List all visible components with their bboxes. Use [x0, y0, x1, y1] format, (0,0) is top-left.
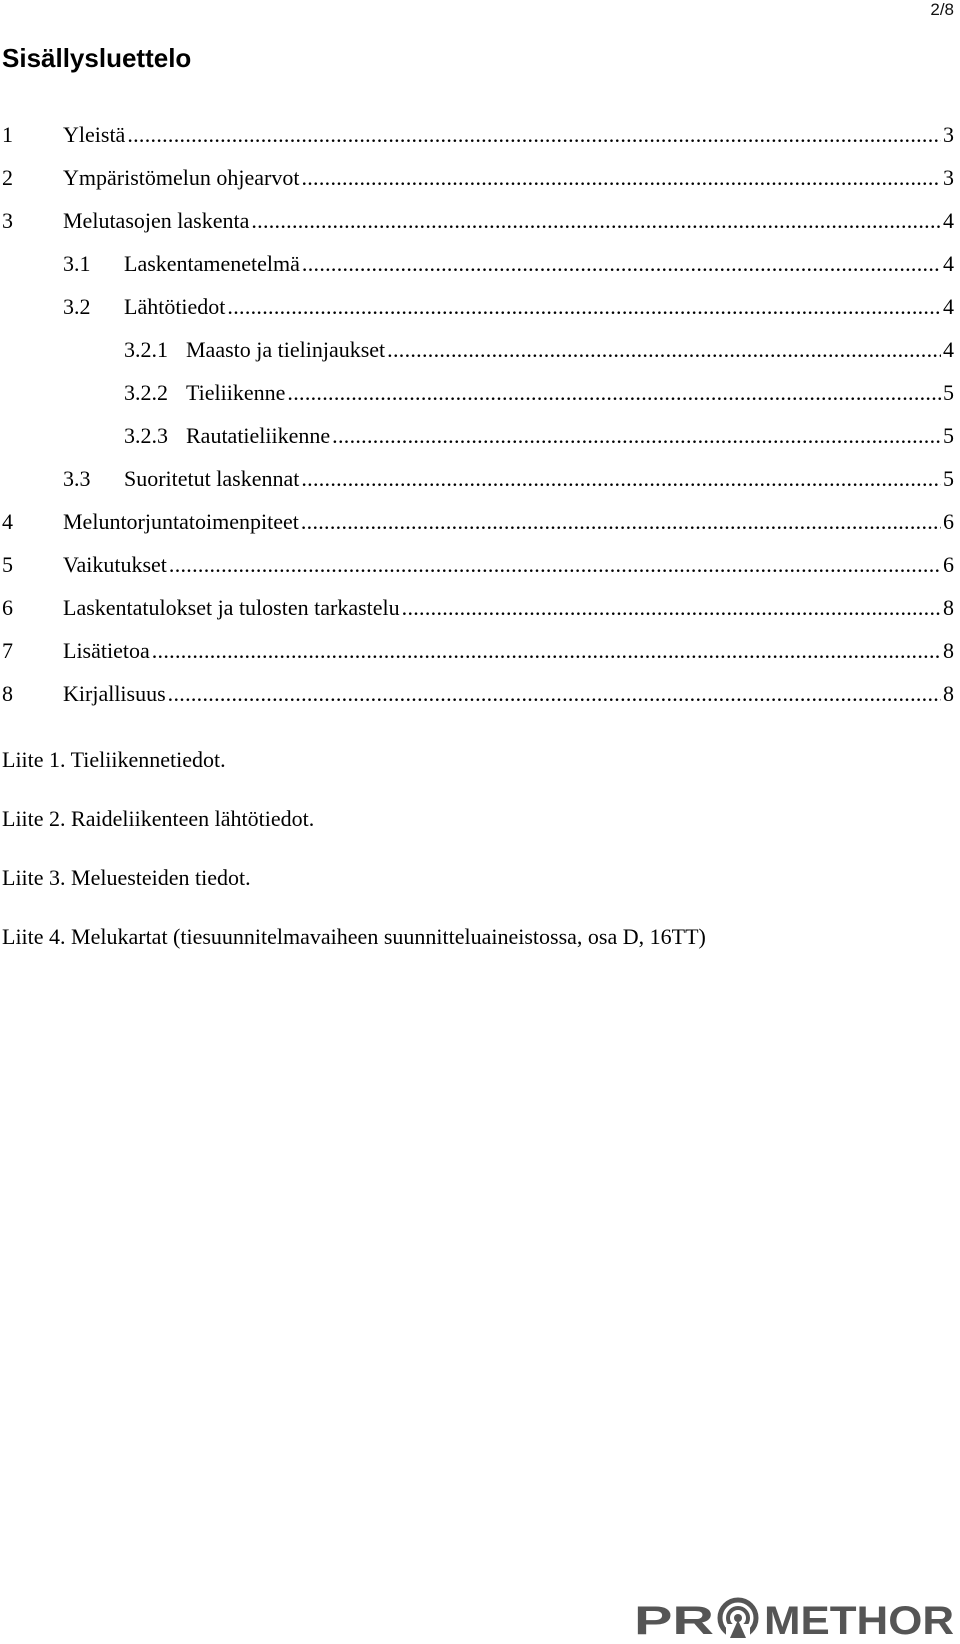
toc-dot-leader [402, 594, 941, 622]
toc-entry-number: 3 [2, 208, 13, 233]
toc-entry-number: 4 [2, 509, 13, 534]
toc-entry[interactable] [2, 594, 954, 637]
toc-entry[interactable] [2, 121, 954, 164]
logo-text-right: METHOR [764, 1599, 954, 1638]
toc-entry-page: 6 [943, 509, 954, 534]
toc-entry-page: 5 [943, 466, 954, 491]
toc-dot-leader [387, 336, 941, 364]
toc-dot-leader [301, 164, 941, 192]
toc-entry[interactable] [2, 379, 954, 422]
toc-dot-leader [152, 637, 941, 665]
appendix-list [2, 746, 706, 982]
toc-entry[interactable] [2, 207, 954, 250]
toc-entry-number: 3.2.1 [124, 337, 168, 362]
toc-entry-number: 1 [2, 122, 13, 147]
toc-entry-title: Ympäristömelun ohjearvot [63, 165, 300, 190]
toc-entry-title: Laskentatulokset ja tulosten tarkastelu [63, 595, 400, 620]
toc-dot-leader [287, 379, 941, 407]
page-number: 2/8 [930, 0, 954, 19]
toc-entry-number: 3.1 [63, 251, 91, 276]
toc-entry-number: 7 [2, 638, 13, 663]
toc-entry-title: Tieliikenne [186, 380, 286, 405]
toc-entry-page: 8 [943, 638, 954, 663]
toc-entry-number: 2 [2, 165, 13, 190]
toc-entry-title: Yleistä [63, 122, 126, 147]
toc-heading: Sisällysluettelo [2, 43, 192, 73]
toc-entry-number: 3.2 [63, 294, 91, 319]
toc-entry-title: Kirjallisuus [63, 681, 166, 706]
toc-entry-title: Rautatieliikenne [186, 423, 331, 448]
toc-entry-page: 3 [943, 165, 954, 190]
toc-entry-page: 4 [943, 294, 954, 319]
toc-entry-title: Lisätietoa [63, 638, 150, 663]
toc-entry-page: 5 [943, 380, 954, 405]
toc-dot-leader [301, 508, 941, 536]
toc-entry[interactable] [2, 508, 954, 551]
toc-entry-title: Melutasojen laskenta [63, 208, 250, 233]
appendix-item: Liite 2. Raideliikenteen lähtötiedot. [2, 806, 315, 831]
toc-entry-title: Laskentamenetelmä [124, 251, 300, 276]
logo-signal-icon [720, 1600, 756, 1638]
toc-dot-leader [169, 551, 941, 579]
appendix-item: Liite 4. Melukartat (tiesuunnitelmavaiheen suunnitteluaineistossa, osa D, 16TT) [2, 924, 706, 949]
toc-entry[interactable] [2, 680, 954, 723]
toc-entry-title: Vaikutukset [63, 552, 167, 577]
toc-dot-leader [251, 207, 941, 235]
toc-dot-leader [332, 422, 941, 450]
toc-entry-number: 8 [2, 681, 13, 706]
toc-entry[interactable] [2, 336, 954, 379]
toc-entry[interactable] [2, 293, 954, 336]
toc-dot-leader [127, 121, 941, 149]
toc-entry-number: 3.3 [63, 466, 91, 491]
toc-entry-page: 3 [943, 122, 954, 147]
toc-entry-title: Maasto ja tielinjaukset [186, 337, 386, 362]
toc-entry-page: 4 [943, 337, 954, 362]
appendix-item: Liite 1. Tieliikennetiedot. [2, 747, 226, 772]
logo-text-left: PR [634, 1599, 715, 1638]
toc-entry-number: 6 [2, 595, 13, 620]
toc-entry-page: 8 [943, 681, 954, 706]
toc-list [2, 121, 954, 723]
toc-entry-number: 3.2.3 [124, 423, 168, 448]
toc-entry[interactable] [2, 164, 954, 207]
toc-dot-leader [227, 293, 941, 321]
toc-entry[interactable] [2, 551, 954, 594]
toc-entry-title: Meluntorjuntatoimenpiteet [63, 509, 299, 534]
toc-entry-title: Lähtötiedot [124, 294, 226, 319]
toc-entry-page: 6 [943, 552, 954, 577]
appendix-item: Liite 3. Meluesteiden tiedot. [2, 865, 251, 890]
toc-entry-page: 8 [943, 595, 954, 620]
toc-dot-leader [301, 465, 941, 493]
toc-entry[interactable] [2, 422, 954, 465]
toc-dot-leader [302, 250, 941, 278]
toc-entry[interactable] [2, 637, 954, 680]
toc-entry[interactable] [2, 250, 954, 293]
toc-entry-number: 3.2.2 [124, 380, 168, 405]
promethor-logo [634, 1594, 954, 1638]
toc-entry-page: 5 [943, 423, 954, 448]
toc-dot-leader [168, 680, 941, 708]
toc-entry-page: 4 [943, 251, 954, 276]
toc-entry-page: 4 [943, 208, 954, 233]
toc-entry-number: 5 [2, 552, 13, 577]
toc-entry-title: Suoritetut laskennat [124, 466, 300, 491]
toc-entry[interactable] [2, 465, 954, 508]
